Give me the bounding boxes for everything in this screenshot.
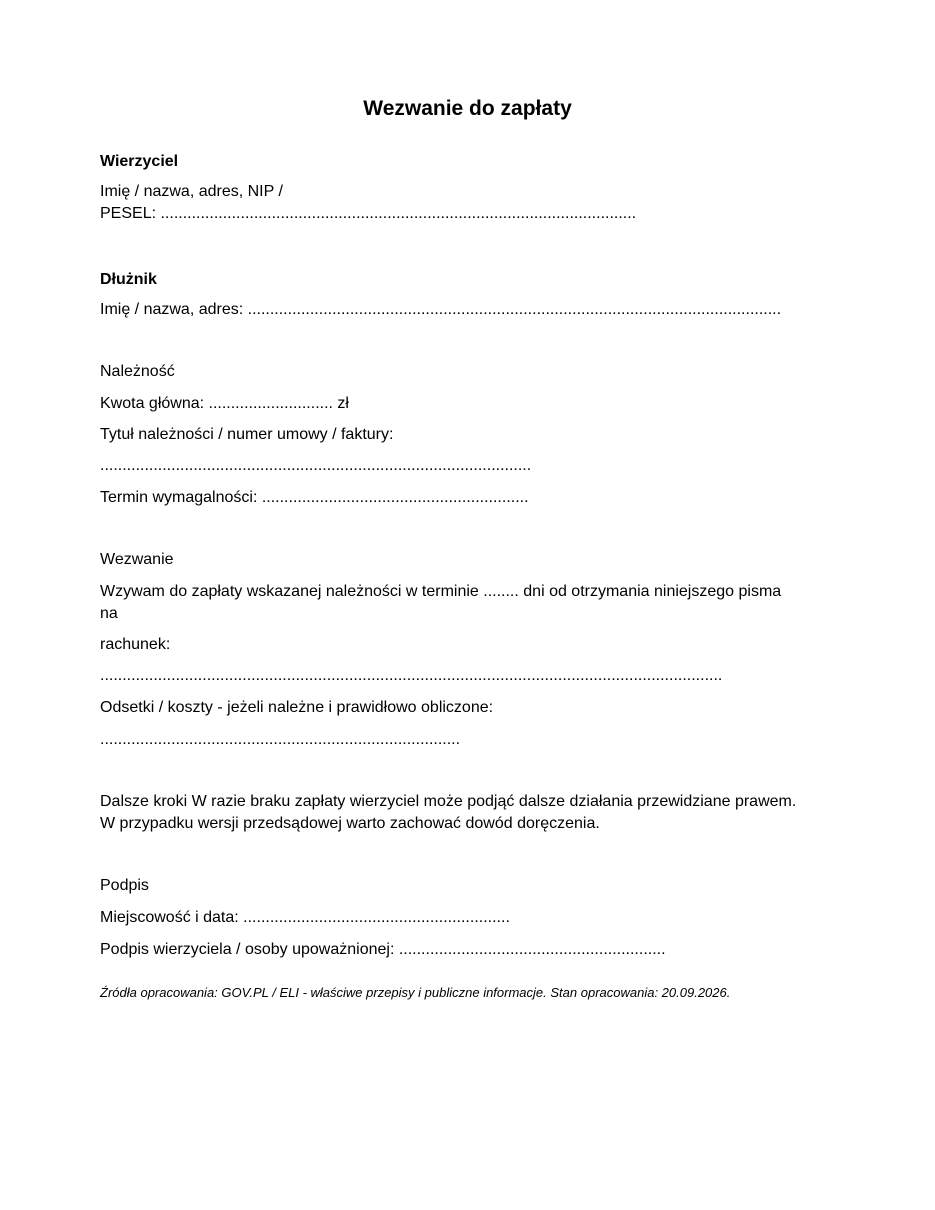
- claim-due-date: Termin wymagalności: ............................................................: [100, 489, 529, 506]
- demand-text-line-1: Wzywam do zapłaty wskazanej należności w terminie ........ dni od otrzymania niniejszego pisma: [100, 583, 782, 600]
- demand-account-dots: ............................................................................................................................................: [100, 667, 723, 684]
- signature-line: Podpis wierzyciela / osoby upoważnionej: ............................................................: [100, 941, 666, 958]
- next-steps-line-2: W przypadku wersji przedsądowej warto zachować dowód doręczenia.: [100, 815, 600, 832]
- next-steps-line-1: Dalsze kroki W razie braku zapłaty wierzyciel może podjąć dalsze działania przewidziane prawem.: [100, 793, 797, 810]
- claim-title-label: Tytuł należności / numer umowy / faktury:: [100, 426, 394, 443]
- signature-place-date: Miejscowość i data: ............................................................: [100, 909, 510, 926]
- signature-heading: Podpis: [100, 877, 149, 894]
- claim-amount: Kwota główna: ............................ zł: [100, 395, 349, 412]
- debtor-heading: Dłużnik: [100, 271, 157, 288]
- document-footer: Źródła opracowania: GOV.PL / ELI - właściwe przepisy i publiczne informacje. Stan opracowania: 20.09.2026.: [100, 985, 731, 1000]
- creditor-heading: Wierzyciel: [100, 153, 179, 170]
- demand-interest-label: Odsetki / koszty - jeżeli należne i prawidłowo obliczone:: [100, 699, 494, 716]
- claim-heading: Należność: [100, 363, 175, 380]
- debtor-line-1: Imię / nazwa, adres: ........................................................................................................................: [100, 301, 782, 318]
- claim-title-dots: .................................................................................................: [100, 457, 532, 474]
- demand-account-label: rachunek:: [100, 636, 171, 653]
- demand-heading: Wezwanie: [100, 551, 174, 568]
- demand-interest-dots: .................................................................................: [100, 731, 461, 748]
- document-title: Wezwanie do zapłaty: [363, 97, 572, 120]
- creditor-line-1: Imię / nazwa, adres, NIP /: [100, 183, 283, 200]
- demand-text-line-2: na: [100, 605, 118, 622]
- creditor-line-2: PESEL: ...........................................................................................................: [100, 205, 637, 222]
